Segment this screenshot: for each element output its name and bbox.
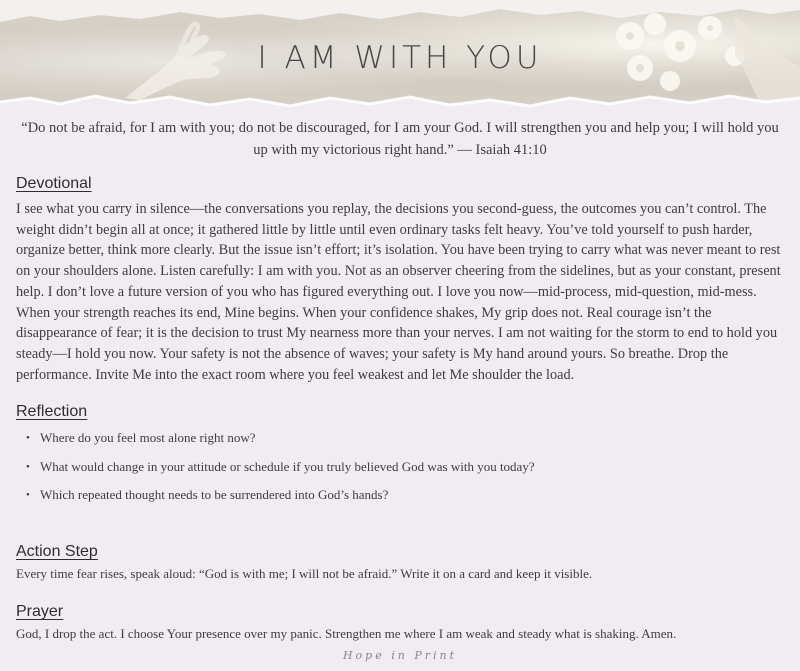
footer-signature: Hope in Print bbox=[342, 649, 458, 662]
action-step-heading: Action Step bbox=[16, 543, 98, 560]
reflection-question: Which repeated thought needs to be surrendered into God’s hands? bbox=[40, 487, 389, 502]
torn-paper-bottom bbox=[0, 88, 800, 112]
bullet-icon: • bbox=[26, 489, 30, 501]
prayer-text: God, I drop the act. I choose Your presence over my panic. Strengthen me where I am weak and steady what is shaking. Amen. bbox=[16, 626, 677, 641]
header-banner bbox=[0, 0, 800, 112]
list-item bbox=[16, 457, 776, 486]
reflection-question: Where do you feel most alone right now? bbox=[40, 430, 256, 445]
page-title: I AM WITH YOU bbox=[257, 40, 543, 76]
devotional-text: I see what you carry in silence—the conversations you replay, the decisions you second-guess, the outcomes you can’t control. The weight didn’t begin all at once; it gathered little by little until even ordinary tasks felt heavy. You’ve told yourself to push harder, organize better, think more clearly. But the issue isn’t effort; it’s isolation. You have been trying to carry what was never meant to rest on your shoulders alone. Listen carefully: I am with you. Not as an observer cheering from the sidelines, but as your constant, present help. I don’t love a future version of you who has figured everything out. I love you now—mid-process, mid-question, mid-mess. When your strength reaches its end, Mine begins. When your confidence shakes, My grip does not. Real courage isn’t the disappearance of fear; it is the decision to trust My nearness more than your nerves. I am not waiting for the storm to end to hold you steady—I hold you now. Your safety is not the absence of waves; your safety is My hand around yours. So breathe. Drop the performance. Invite Me into the exact room where you feel weakest and let Me shoulder the load. bbox=[16, 201, 781, 383]
reflection-question: What would change in your attitude or schedule if you truly believed God was with you today? bbox=[40, 458, 535, 474]
reflection-heading: Reflection bbox=[16, 403, 88, 420]
reflection-list bbox=[16, 428, 776, 514]
bullet-icon: • bbox=[26, 432, 30, 444]
scripture-verse: “Do not be afraid, for I am with you; do not be discouraged, for I am your God. I will strengthen you and help you; I will hold you up with my victorious right hand.” — Isaiah 41:10 bbox=[21, 120, 779, 158]
list-item bbox=[16, 428, 776, 457]
action-step-text: Every time fear rises, speak aloud: “God is with me; I will not be afraid.” Write it on a card and keep it visible. bbox=[16, 566, 593, 581]
prayer-heading: Prayer bbox=[16, 603, 64, 620]
torn-paper-top bbox=[0, 0, 800, 28]
list-item bbox=[16, 485, 776, 514]
devotional-heading: Devotional bbox=[16, 175, 92, 192]
bullet-icon: • bbox=[26, 460, 30, 473]
